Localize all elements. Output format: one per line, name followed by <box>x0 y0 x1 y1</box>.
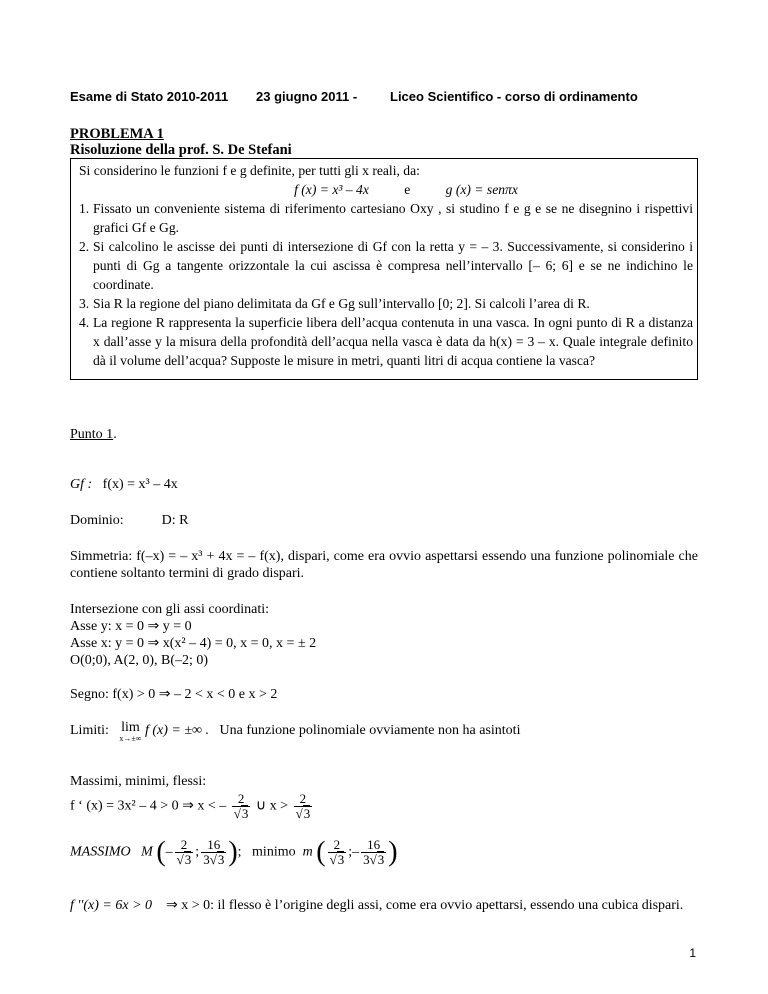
extrema-line: MASSIMO M (– $\frac{2}{√3}$ ; $\frac{16}{3√3}$ ); minimo m ( $\frac{2}{√3}$ ;– $\frac{16}{3√3}$ ) <box>70 836 398 868</box>
document-title <box>70 126 292 158</box>
statement-item: 1. Fissato un conveniente sistema di riferimento cartesiano Oxy , si studino f e g e se ne disegnino i rispettivi grafici Gf e Gg. <box>79 201 693 235</box>
statement-item: 3. Sia R la regione del piano delimitata da Gf e Gg sull’intervallo [0; 2]. Si calcoli l’area di R. <box>79 296 590 311</box>
statement-item: 4. La regione R rappresenta la superficie libera dell’acqua contenuta in una vasca. In ogni punto di R a distanza x dall’asse y la misura della profondità dell’acqua nella vasca è data da h(x) = 3 – x. Quale integrale definito dà il volume dell’acqua? Supposte le misure in metri, quanti litri di acqua contiene la vasca? <box>79 315 693 368</box>
fraction: $\frac{16}{3√3}$ <box>203 837 225 867</box>
statement-functions <box>79 180 693 199</box>
sign-line: Segno: f(x) > 0 ⇒ – 2 < x < 0 e x > 2 <box>70 687 278 702</box>
symmetry-paragraph: Simmetria: f(–x) = – x³ + 4x = – f(x), dispari, come era ovvio aspettarsi essendo una funzione polinomiale che contiene soltanto termini di grado dispari. <box>70 549 698 581</box>
limits-line: Limiti: lim x→±∞ f (x) = ±∞ . Una funzione polinomiale ovviamente non ha asintoti <box>70 720 521 743</box>
author-line: Risoluzione della prof. S. De Stefani <box>70 142 292 158</box>
derivative-line: f ‘ (x) = 3x² – 4 > 0 ⇒ x < – $\frac{2}{√3}$ ∪ x > $\frac{2}{√3}$ <box>70 791 311 821</box>
intersections-block: Intersezione con gli assi coordinati: Asse y: x = 0 ⇒ y = 0 Asse x: y = 0 ⇒ x(x² – 4) = 0, x = 0, x = ± 2 O(0;0), A(2, 0), B(–2; 0) <box>70 602 317 668</box>
fraction: $\frac{2}{√3}$ <box>176 837 192 867</box>
page-number: 1 <box>689 946 696 960</box>
function-g: g (x) = senπx <box>445 182 518 197</box>
header-exam: Esame di Stato 2010-2011 <box>70 89 229 104</box>
statement-item: 2. Si calcolino le ascisse dei punti di intersezione di Gf con la retta y = – 3. Successivamente, si considerino i punti di Gg a tangente orizzontale la cui ascissa è compresa nell’intervallo [– 6; 6] e se ne indichino le coordinate. <box>79 239 693 292</box>
header-date: 23 giugno 2011 - <box>256 89 358 104</box>
fraction: $\frac{16}{3√3}$ <box>363 837 385 867</box>
problem-statement-box <box>70 158 698 380</box>
header-school: Liceo Scientifico - corso di ordinamento <box>390 89 638 104</box>
section-heading: Punto 1. <box>70 427 117 442</box>
second-derivative-paragraph: f ''(x) = 6x > 0 ⇒ x > 0: il flesso è l’origine degli assi, come era ovvio apettarsi, essendo una cubica dispari. <box>70 898 684 913</box>
limit-operator: lim x→±∞ <box>119 720 142 743</box>
domain-line: Dominio: D: R <box>70 513 189 528</box>
fraction: $\frac{2}{√3}$ <box>233 791 249 821</box>
graph-definition: Gf : f(x) = x³ – 4x <box>70 477 178 492</box>
section-title: Punto 1 <box>70 427 114 442</box>
functions-and: e <box>404 182 411 197</box>
extrema-title: Massimi, minimi, flessi: <box>70 774 207 789</box>
fraction: $\frac{2}{√3}$ <box>329 837 345 867</box>
statement-intro: Si considerino le funzioni f e g definite, per tutti gli x reali, da: <box>79 163 420 178</box>
fraction: $\frac{2}{√3}$ <box>295 791 311 821</box>
problem-title: PROBLEMA 1 <box>70 126 164 142</box>
function-f: f (x) = x³ – 4x <box>294 182 369 197</box>
